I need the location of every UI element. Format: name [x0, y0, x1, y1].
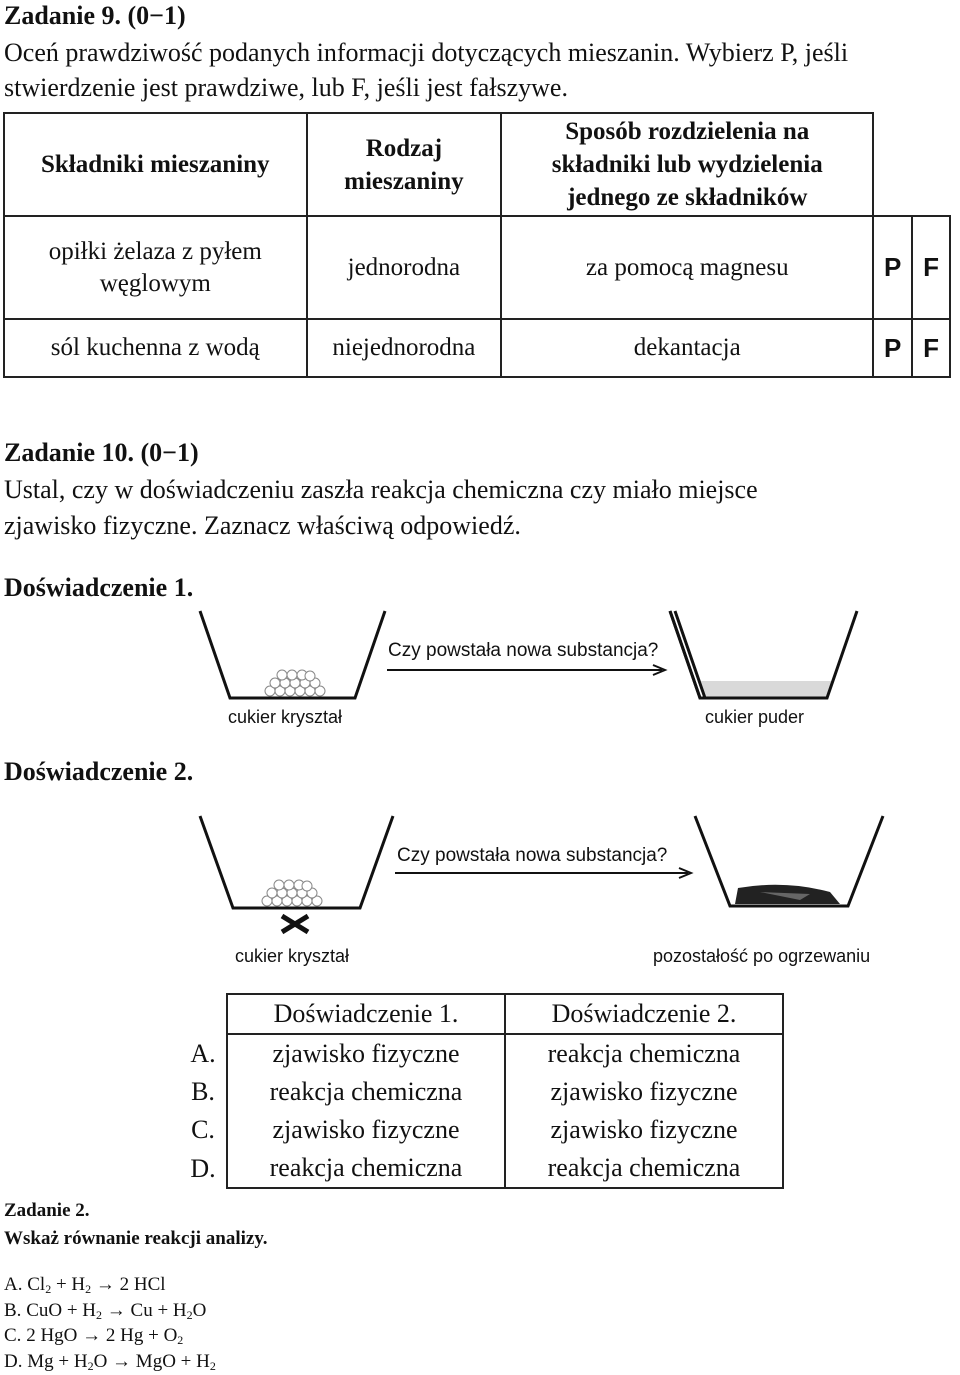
option-letter[interactable]: D.: [180, 1149, 227, 1188]
experiment2-right-bowl: [690, 808, 890, 913]
sugar-crystals-icon: [265, 670, 325, 696]
row1-option-f[interactable]: F: [912, 216, 950, 319]
header-components: Składniki mieszaniny: [4, 113, 307, 216]
option-letter[interactable]: A.: [180, 1034, 227, 1073]
experiment2-right-caption: pozostałość po ogrzewaniu: [653, 946, 871, 966]
option-exp1: reakcja chemiczna: [227, 1149, 505, 1188]
burner-icon: [282, 916, 308, 932]
experiment1-question: Czy powstała nowa substancja?: [388, 640, 659, 661]
task9-instruction-line2: stwierdzenie jest prawdziwe, lub F, jeśli jest fałszywe.: [4, 73, 568, 102]
experiment1-left-caption: cukier kryształ: [228, 707, 343, 727]
task2-option-d[interactable]: D. $Mg + H_2O$ → MgO + $H_2$: [4, 1350, 216, 1373]
right-bowl-powder-icon: [670, 603, 860, 703]
task10-instruction-line2: zjawisko fizyczne. Zaznacz właściwą odpowiedź.: [4, 511, 521, 540]
answer-col1-header: Doświadczenie 1.: [227, 994, 505, 1034]
answer-option-d[interactable]: [180, 1149, 783, 1188]
task10-title: Zadanie 10. (0−1): [4, 438, 199, 467]
task9-instruction-line1: Oceń prawdziwość podanych informacji dotyczących mieszanin. Wybierz P, jeśli: [4, 38, 849, 67]
task2-option-a[interactable]: A. $Cl_2 + H_2 \to 2$ HCl: [4, 1274, 166, 1296]
option-exp1: zjawisko fizyczne: [227, 1111, 505, 1149]
task10-instruction-line1: Ustal, czy w doświadczeniu zaszła reakcja chemiczna czy miało miejsce: [4, 475, 758, 504]
row2-method: dekantacja: [501, 319, 873, 377]
task2-option-b[interactable]: B. CuO + $H_2 \to Cu + H_2O$: [4, 1299, 207, 1322]
option-exp1: reakcja chemiczna: [227, 1073, 505, 1111]
option-exp2: reakcja chemiczna: [505, 1034, 783, 1073]
row2-components: sól kuchenna z wodą: [4, 319, 307, 377]
task9-row-1: [4, 216, 950, 319]
option-exp1: zjawisko fizyczne: [227, 1034, 505, 1073]
row2-type: niejednorodna: [307, 319, 502, 377]
experiment1-right-bowl: [670, 603, 860, 703]
experiment2-label: Doświadczenie 2.: [4, 757, 194, 786]
row1-components: opiłki żelaza z pyłem węglowym: [4, 216, 307, 319]
task2-instruction: Wskaż równanie reakcji analizy.: [4, 1228, 268, 1249]
answer-col2-header: Doświadczenie 2.: [505, 994, 783, 1034]
answer-option-a[interactable]: [180, 1034, 783, 1073]
header-method: Sposób rozdzielenia na składniki lub wydzielenia jednego ze składników: [501, 113, 873, 216]
task10-answer-table: [180, 993, 784, 1189]
answer-option-b[interactable]: [180, 1073, 783, 1111]
experiment2-question: Czy powstała nowa substancja?: [397, 845, 668, 866]
experiment2-illustration: [195, 808, 695, 948]
task2-title: Zadanie 2.: [4, 1200, 90, 1221]
experiment2-left-caption: cukier kryształ: [235, 946, 350, 966]
row1-type: jednorodna: [307, 216, 502, 319]
option-exp2: reakcja chemiczna: [505, 1149, 783, 1188]
row1-method: za pomocą magnesu: [501, 216, 873, 319]
row2-option-p[interactable]: P: [873, 319, 912, 377]
task2-options: [4, 1272, 216, 1374]
task9-row-2: [4, 319, 950, 377]
task9-table: [3, 112, 951, 378]
sugar-crystals-icon: [262, 880, 322, 906]
row2-option-f[interactable]: F: [912, 319, 950, 377]
experiment1-label: Doświadczenie 1.: [4, 573, 194, 602]
right-bowl-residue-icon: [690, 808, 890, 913]
option-letter[interactable]: B.: [180, 1073, 227, 1111]
answer-option-c[interactable]: [180, 1111, 783, 1149]
experiment2-drawing: [195, 808, 695, 948]
task2-option-c[interactable]: C. 2 HgO → 2 $Hg + O_2$: [4, 1325, 184, 1347]
option-exp2: zjawisko fizyczne: [505, 1073, 783, 1111]
option-exp2: zjawisko fizyczne: [505, 1111, 783, 1149]
row1-option-p[interactable]: P: [873, 216, 912, 319]
header-type: Rodzaj mieszaniny: [307, 113, 502, 216]
option-letter[interactable]: C.: [180, 1111, 227, 1149]
task9-title: Zadanie 9. (0−1): [4, 1, 186, 30]
experiment1-right-caption: cukier puder: [705, 707, 805, 727]
